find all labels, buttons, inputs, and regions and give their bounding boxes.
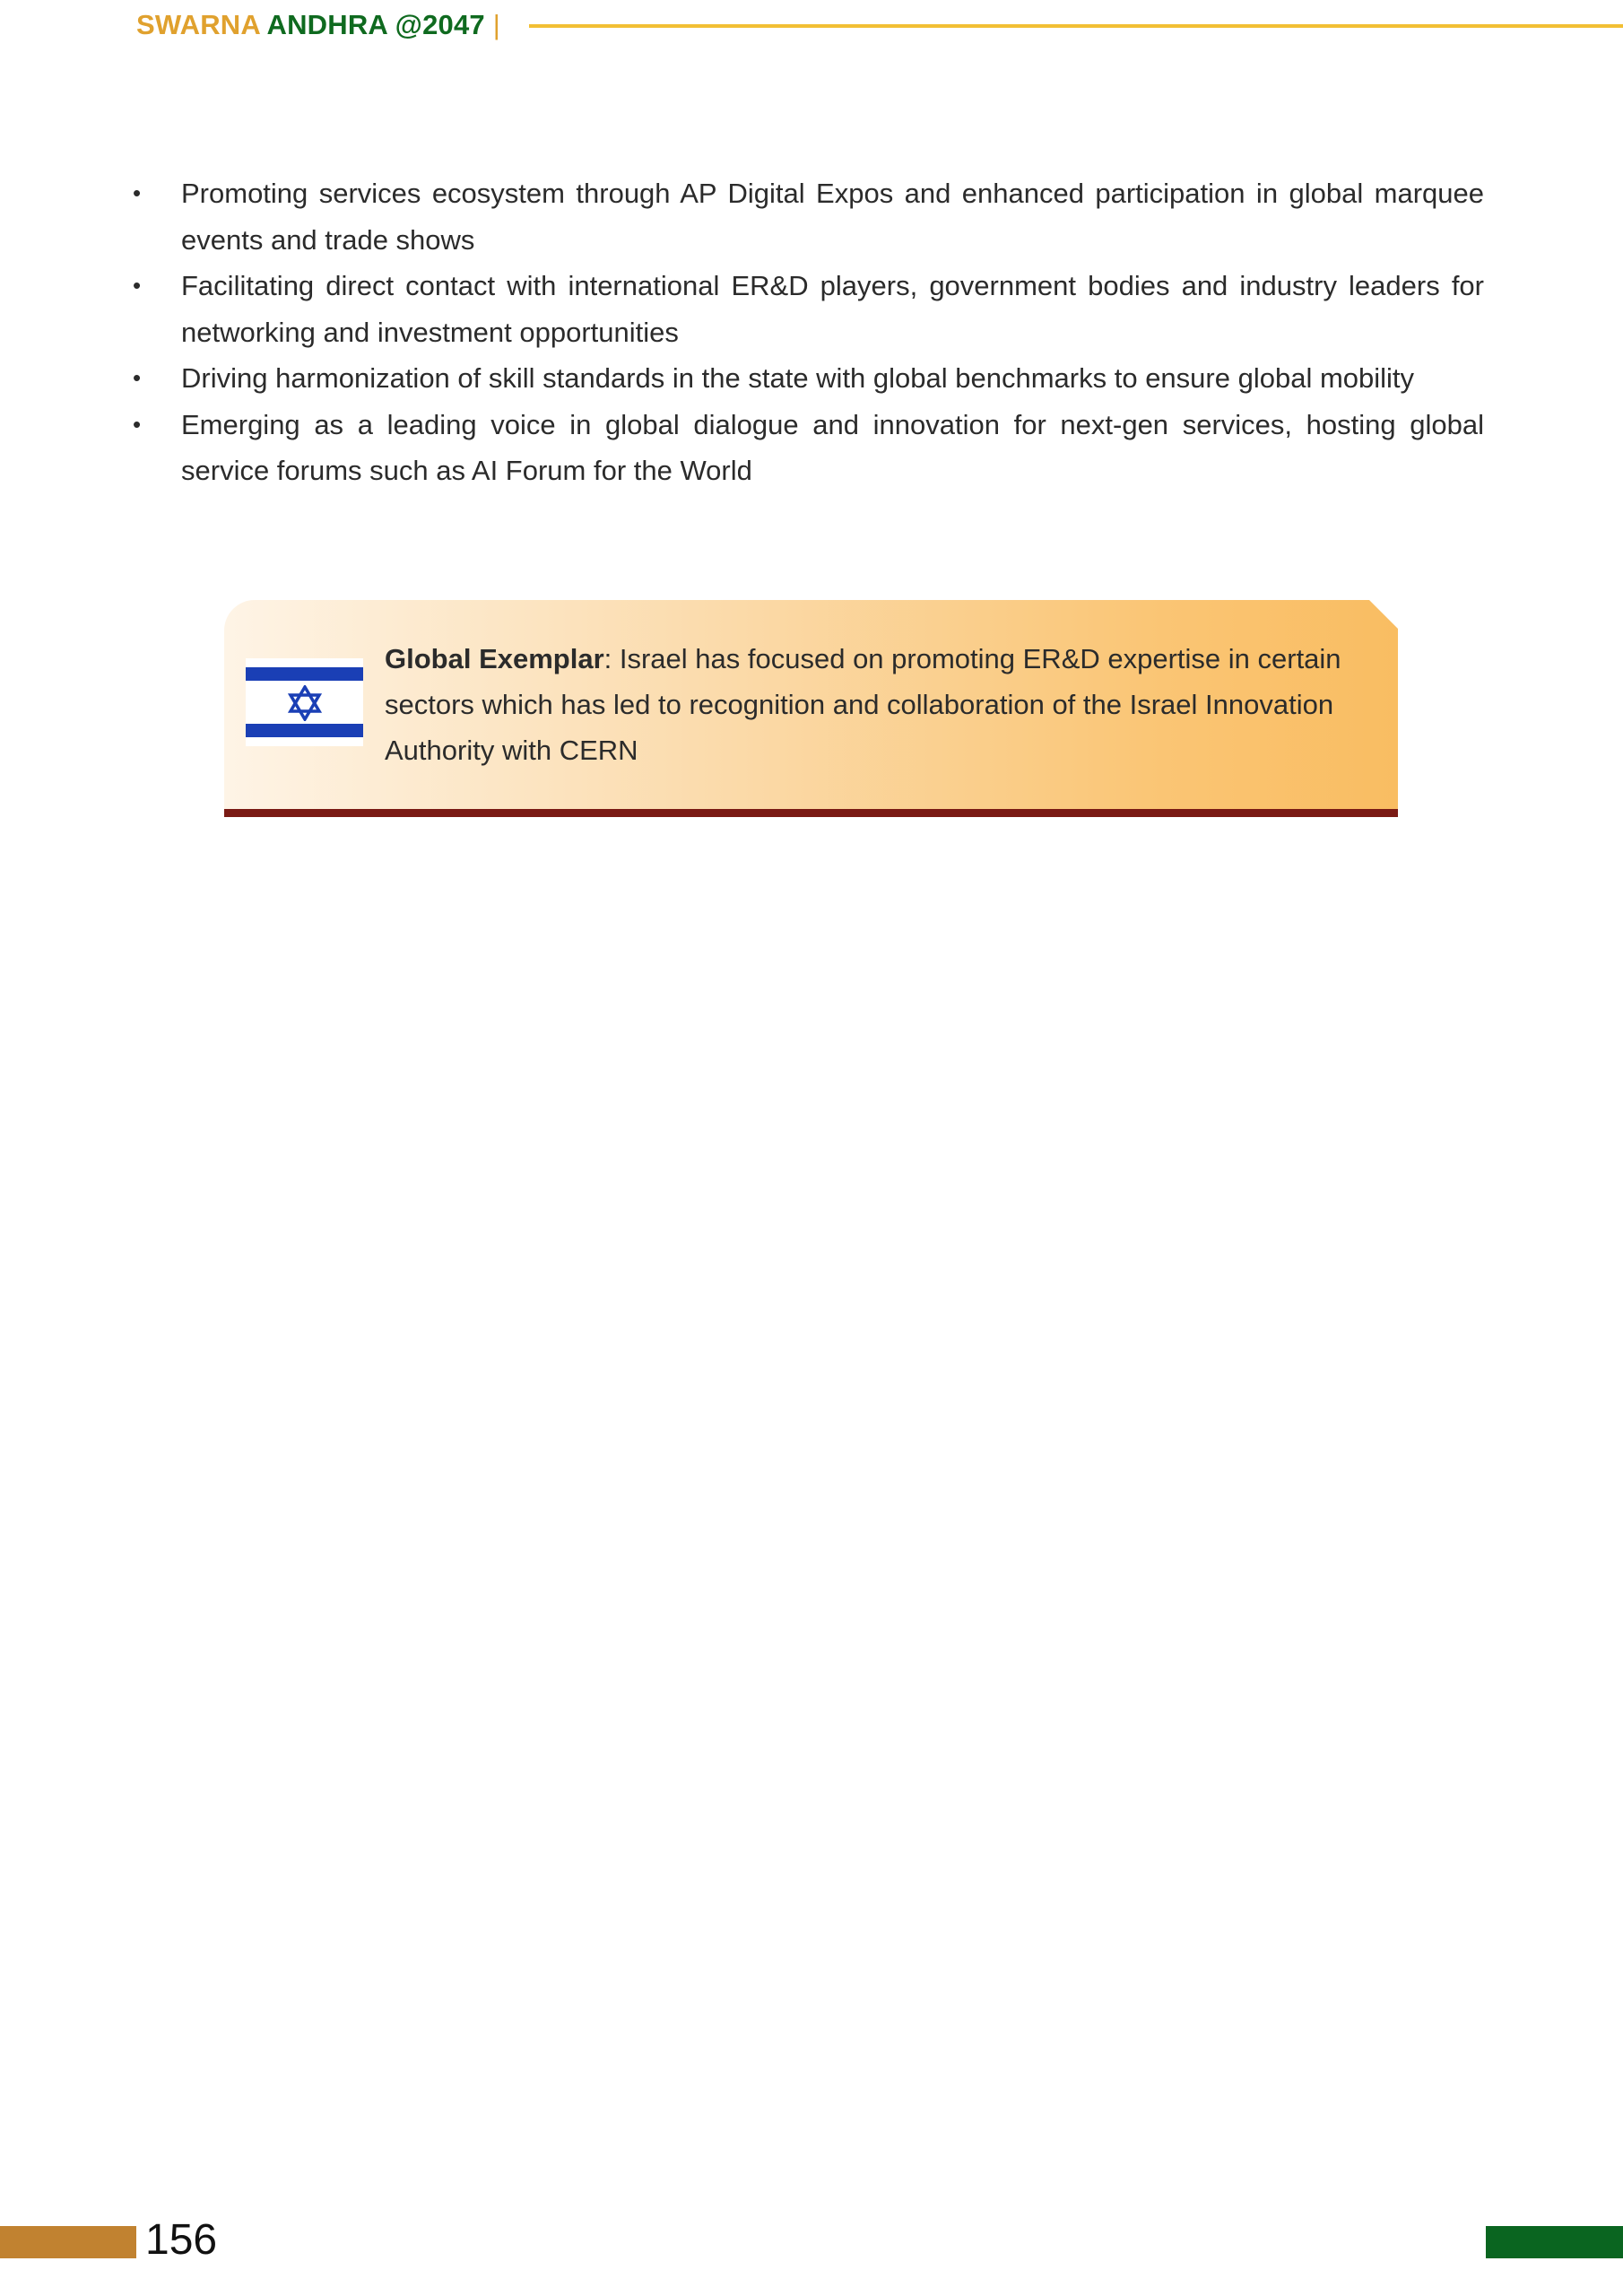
brand-andhra: ANDHRA @2047 — [266, 9, 485, 40]
callout-text — [385, 636, 1371, 773]
running-header — [136, 9, 500, 41]
header-separator: | — [492, 9, 500, 40]
list-item: • Driving harmonization of skill standards in the state with global benchmarks to ensure global mobility — [136, 355, 1484, 402]
header-rule — [529, 24, 1623, 28]
page-number: 156 — [145, 2216, 218, 2264]
footer-left-bar — [0, 2226, 136, 2258]
israel-flag-icon — [246, 658, 363, 746]
list-item: • Promoting services ecosystem through AP Digital Expos and enhanced participation in global marquee events and trade shows — [136, 170, 1484, 263]
callout-label: Global Exemplar — [385, 643, 604, 674]
list-item: • Facilitating direct contact with international ER&D players, government bodies and industry leaders for networking and investment opportunities — [136, 263, 1484, 355]
bullet-list — [136, 170, 1484, 494]
footer-right-bar — [1486, 2226, 1623, 2258]
global-exemplar-callout — [224, 600, 1398, 817]
callout-body: : Israel has focused on promoting ER&D expertise in certain sectors which has led to recognition and collaboration of the Israel Innovation Authority with CERN — [385, 643, 1341, 766]
list-item: • Emerging as a leading voice in global dialogue and innovation for next-gen services, hosting global service forums such as AI Forum for the World — [136, 402, 1484, 494]
callout-base-bar — [224, 809, 1398, 817]
brand-swarna: SWARNA — [136, 9, 260, 40]
